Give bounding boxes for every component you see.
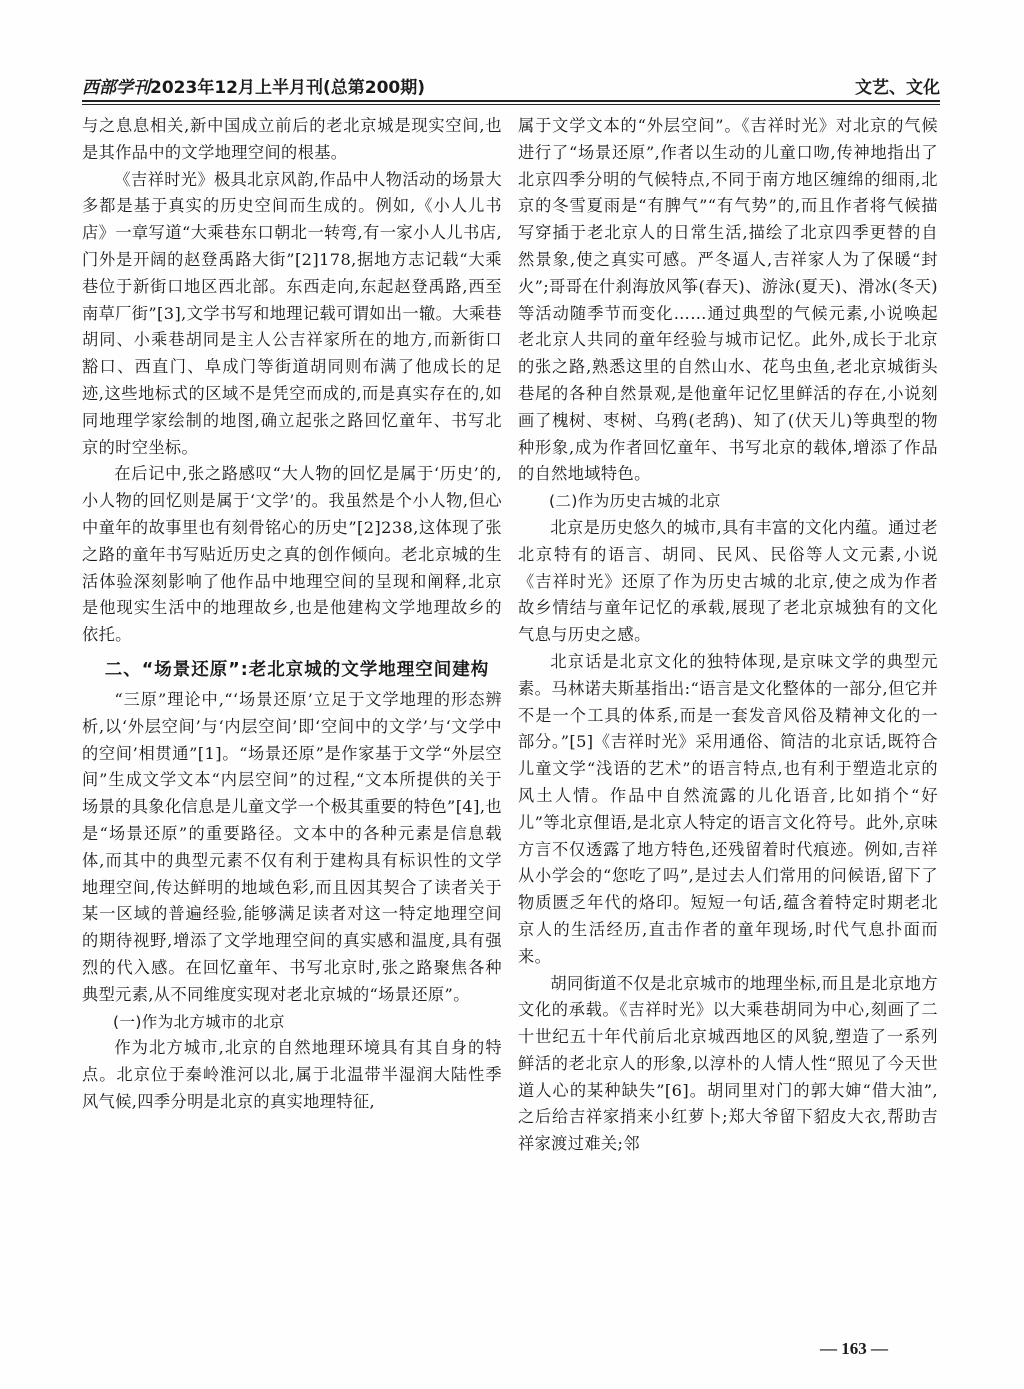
paragraph: 北京话是北京文化的独特体现,是京味文学的典型元素。马林诺夫斯基指出:“语言是文化整体的一部分,但它并不是一个工具的体系,而是一套发音风俗及精神文化的一部分。”[5]《吉祥时光》采用通俗、简洁的北京话,既符合儿童文学“浅语的艺术”的语言特点,也有利于塑造北京的风土人情。作品中自然流露的儿化语音,比如捎个“好儿”等北京俚语,是北京人特定的语言文化符号。此外,京味方言不仅透露了地方特色,还残留着时代痕迹。例如,吉祥从小学会的“您吃了吗”,是过去人们常用的问候语,留下了物质匮乏年代的烙印。短短一句话,蕴含着特定时期老北京人的生活经历,直击作者的童年现场,时代气息扑面而来。 [518,651,938,966]
journal-logo: 西部学刊 [82,78,150,98]
page-number: — 163 — [820,1339,888,1358]
paragraph: 与之息息相关,新中国成立前后的老北京城是现实空间,也是其作品中的文学地理空间的根基。 [82,116,502,162]
paragraph: 属于文学文本的“外层空间”。《吉祥时光》对北京的气候进行了“场景还原”,作者以生动的儿童口吻,传神地指出了北京四季分明的气候特点,不同于南方地区缠绵的细雨,北京的冬雪夏雨是“有脾气”“有气势”的,而且作者将气候描写穿插于老北京人的日常生活,描绘了北京四季更替的自然景象,使之真实可感。严冬逼人,吉祥家人为了保暖“封火”;哥哥在什刹海放风筝(春天)、游泳(夏天)、滑冰(冬天)等活动随季节而变化……通过典型的气候元素,小说唤起老北京人共同的童年经验与城市记忆。此外,成长于北京的张之路,熟悉这里的自然山水、花鸟虫鱼,老北京城街头巷尾的各种自然景观,是他童年记忆里鲜活的存在,小说刻画了槐树、枣树、乌鸦(老鸹)、知了(伏天儿)等典型的物种形象,成为作者回忆童年、书写北京的载体,增添了作品的自然地域特色。 [518,116,938,484]
paragraph: 在后记中,张之路感叹“大人物的回忆是属于‘历史’的,小人物的回忆则是属于‘文学’的。我虽然是个小人物,但心中童年的故事里也有刻骨铭心的历史”[2]238,这体现了张之路的童年书写贴近历史之真的创作倾向。老北京城的生活体验深刻影响了他作品中地理空间的呈现和阐释,北京是他现实生活中的地理故乡,也是他建构文学地理故乡的依托。 [82,464,502,645]
header-rule-thin [82,104,940,105]
right-column [518,113,938,1158]
paragraph: 胡同街道不仅是北京城市的地理坐标,而且是北京地方文化的承载。《吉祥时光》以大乘巷胡同为中心,刻画了二十世纪五十年代前后北京城西地区的风貌,塑造了一系列鲜活的老北京人的形象,以淳朴的人情人性“照见了今天世道人心的某种缺失”[6]。胡同里对门的郭大婶“借大油”,之后给吉祥家捎来小红萝卜;郑大爷留下貂皮大衣,帮助吉祥家渡过难关;邻 [518,973,938,1154]
paragraph: 北京是历史悠久的城市,具有丰富的文化内蕴。通过老北京特有的语言、胡同、民风、民俗等人文元素,小说《吉祥时光》还原了作为历史古城的北京,使之成为作者故乡情结与童年记忆的承载,展现了老北京城独有的文化气息与历史之感。 [518,517,938,645]
subsection-heading: (二)作为历史古城的北京 [549,492,721,511]
section-name: 文艺、文化 [855,78,940,98]
header-left [82,73,425,98]
paragraph: 作为北方城市,北京的自然地理环境具有其自身的特点。北京位于秦岭淮河以北,属于北温带半湿润大陆性季风气候,四季分明是北京的真实地理特征, [82,1038,502,1111]
issue-info: 2023年12月上半月刊(总第200期) [150,78,425,98]
left-column [82,113,502,1116]
paragraph: 《吉祥时光》极具北京风韵,作品中人物活动的场景大多都是基于真实的历史空间而生成的。例如,《小人儿书店》一章写道“大乘巷东口朝北一转弯,有一家小人儿书店,门外是开阔的赵登禹路大街”[2]178,据地方志记载“大乘巷位于新街口地区西北部。东西走向,东起赵登禹路,西至南草厂街”[3],文学书写和地理记载可谓如出一辙。大乘巷胡同、小乘巷胡同是主人公吉祥家所在的地方,而新街口豁口、西直门、阜成门等街道胡同则布满了他成长的足迹,这些地标式的区域不是凭空而成的,而是真实存在的,如同地理学家绘制的地图,确立起张之路回忆童年、书写北京的时空坐标。 [82,169,502,457]
running-header [82,70,940,98]
paragraph: “三原”理论中,“‘场景还原’立足于文学地理的形态辨析,以‘外层空间’与‘内层空间’即‘空间中的文学’与‘文学中的空间’相贯通”[1]。“场景还原”是作家基于文学“外层空间”生成文学文本“内层空间”的过程,“文本所提供的关于场景的具象化信息是儿童文学一个极其重要的特色”[4],也是“场景还原”的重要路径。文本中的各种元素是信息载体,而其中的典型元素不仅有利于建构具有标识性的文学地理空间,传达鲜明的地域色彩,而且因其契合了读者关于某一区域的普遍经验,能够满足读者对这一特定地理空间的期待视野,增添了文学地理空间的真实感和温度,具有强烈的代入感。在回忆童年、书写北京时,张之路聚焦各种典型元素,从不同维度实现对老北京城的“场景还原”。 [82,689,502,1004]
subsection-heading: (一)作为北方城市的北京 [113,1012,285,1031]
section-heading: 二、“场景还原”:老北京城的文学地理空间建构 [104,659,490,680]
header-rule [82,100,940,102]
